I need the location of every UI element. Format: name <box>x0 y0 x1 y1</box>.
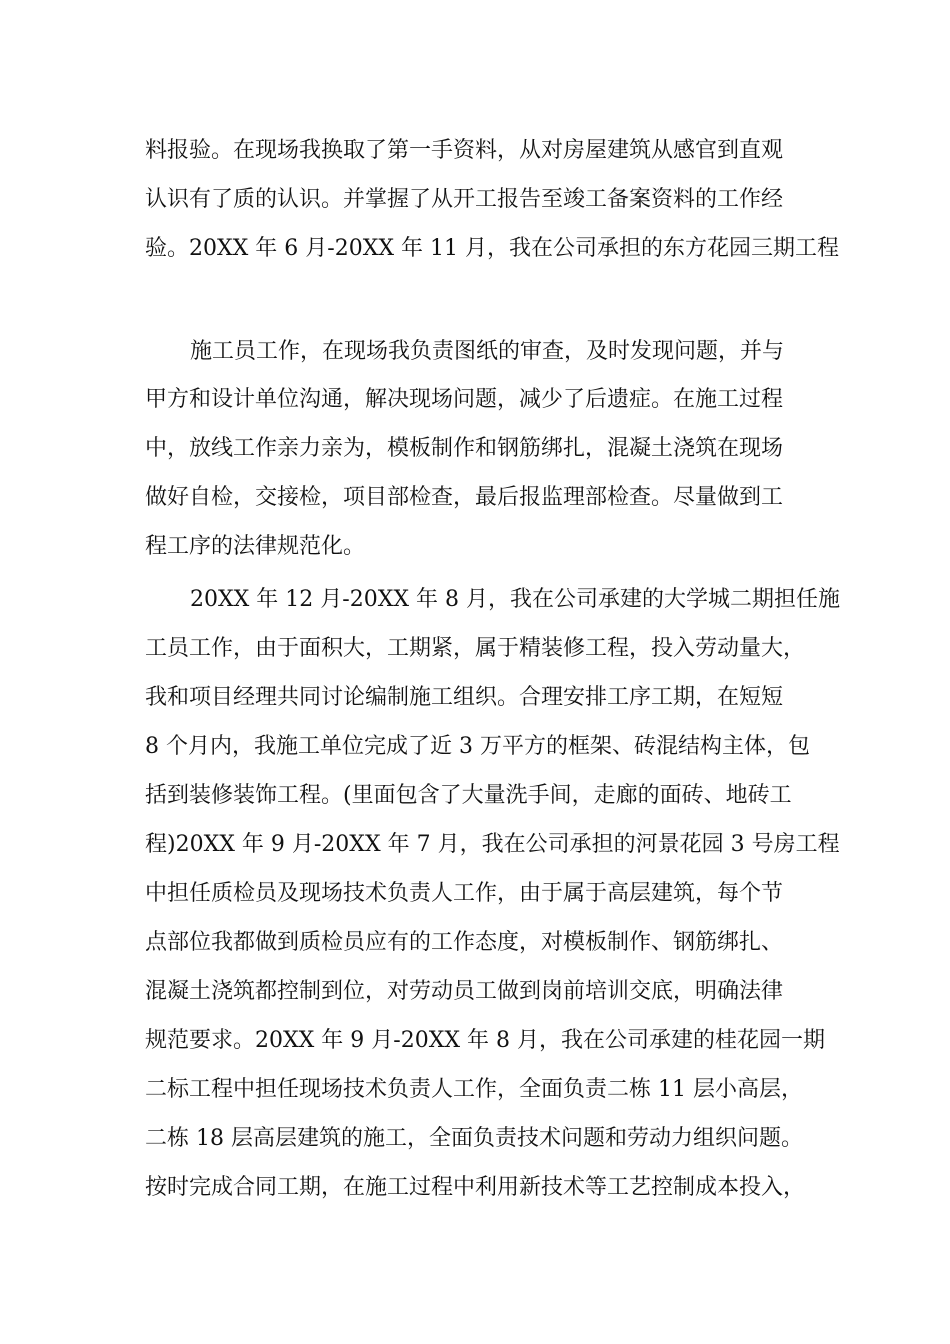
text-line: 验。20XX 年 6 月-20XX 年 11 月，我在公司承担的东方花园三期工程 <box>145 236 840 261</box>
paragraph-first-line: 施工员工作，在现场我负责图纸的审查，及时发现问题，并与 <box>190 339 785 364</box>
text-line: 甲方和设计单位沟通，解决现场问题，减少了后遗症。在施工过程 <box>145 387 784 412</box>
paragraph-first-line: 20XX 年 12 月-20XX 年 8 月，我在公司承建的大学城二期担任施 <box>190 587 841 612</box>
text-line: 做好自检，交接检，项目部检查，最后报监理部检查。尽量做到工 <box>145 485 784 510</box>
text-line: 程)20XX 年 9 月-20XX 年 7 月，我在公司承担的河景花园 3 号房工程 <box>145 832 840 857</box>
text-line: 8 个月内，我施工单位完成了近 3 万平方的框架、砖混结构主体，包 <box>145 734 810 759</box>
text-line: 认识有了质的认识。并掌握了从开工报告至竣工备案资料的工作经 <box>145 187 784 212</box>
text-line: 括到装修装饰工程。(里面包含了大量洗手间，走廊的面砖、地砖工 <box>145 783 792 808</box>
text-line: 程工序的法律规范化。 <box>145 534 366 559</box>
text-line: 二标工程中担任现场技术负责人工作，全面负责二栋 11 层小高层， <box>145 1077 803 1102</box>
text-line: 料报验。在现场我换取了第一手资料，从对房屋建筑从感官到直观 <box>145 138 784 163</box>
text-line: 我和项目经理共同讨论编制施工组织。合理安排工序工期，在短短 <box>145 685 784 710</box>
text-line: 工员工作，由于面积大，工期紧，属于精装修工程，投入劳动量大， <box>145 636 806 661</box>
text-line: 二栋 18 层高层建筑的施工，全面负责技术问题和劳动力组织问题。 <box>145 1126 803 1151</box>
text-line: 中担任质检员及现场技术负责人工作，由于属于高层建筑，每个节 <box>145 881 784 906</box>
text-line: 中，放线工作亲力亲为，模板制作和钢筋绑扎，混凝土浇筑在现场 <box>145 436 784 461</box>
text-line: 点部位我都做到质检员应有的工作态度，对模板制作、钢筋绑扎、 <box>145 930 784 955</box>
text-line: 按时完成合同工期，在施工过程中利用新技术等工艺控制成本投入， <box>145 1175 806 1200</box>
text-line: 规范要求。20XX 年 9 月-20XX 年 8 月，我在公司承建的桂花园一期 <box>145 1028 826 1053</box>
text-line: 混凝土浇筑都控制到位，对劳动员工做到岗前培训交底，明确法律 <box>145 979 784 1004</box>
